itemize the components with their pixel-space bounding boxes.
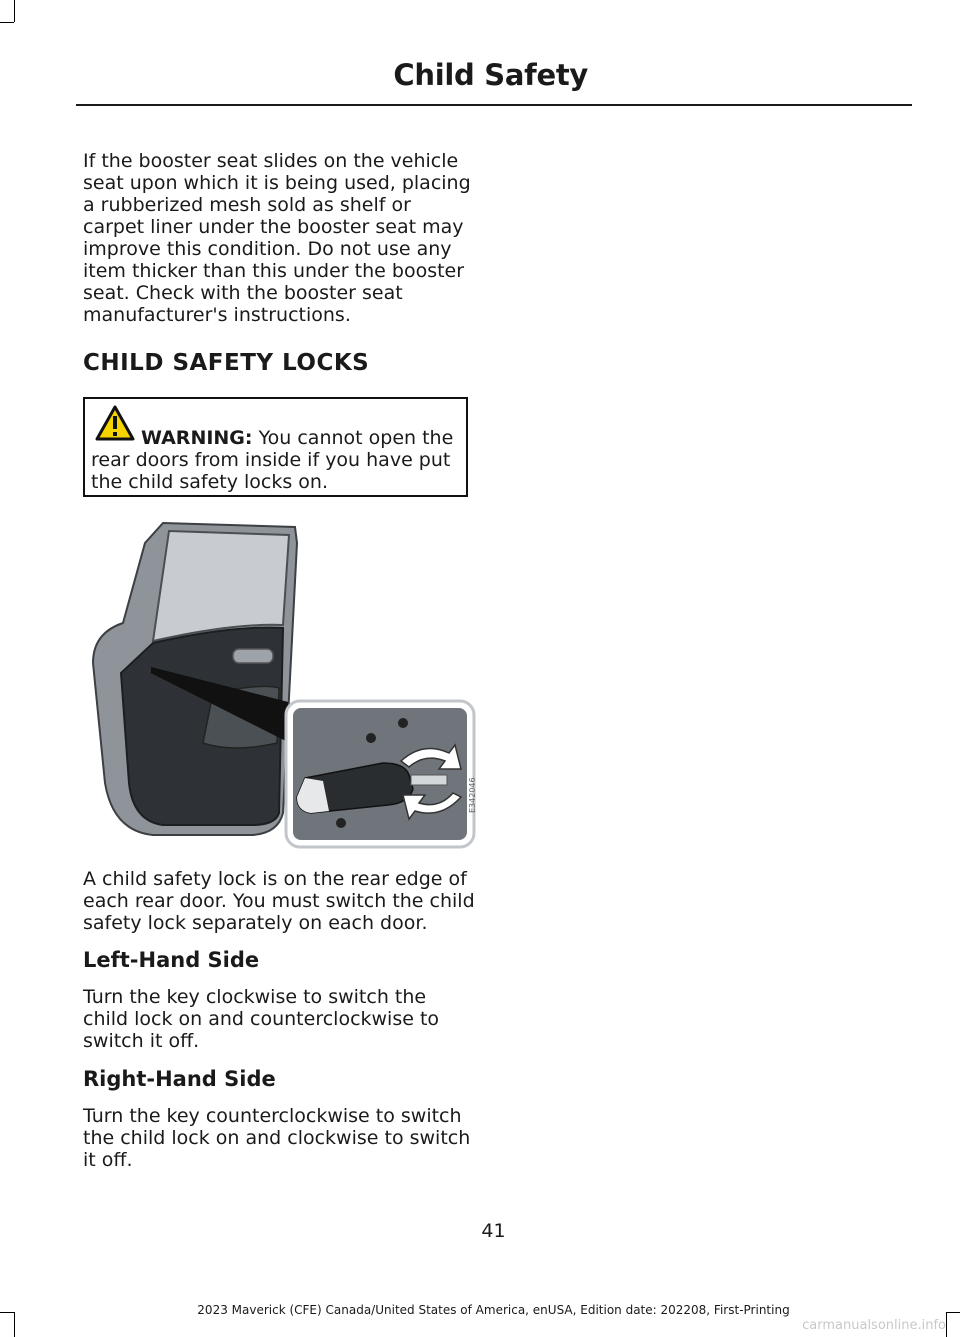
watermark: carmanualsonline.info — [802, 1318, 946, 1333]
section-heading: CHILD SAFETY LOCKS — [83, 350, 370, 376]
door-window — [153, 531, 289, 641]
right-hand-text: Turn the key counterclockwise to switch the child lock on and clockwise to switch it off. — [83, 1105, 471, 1171]
figure-code: E342046 — [468, 777, 477, 813]
warning-text: You cannot open the rear doors from inside if you have put the child safety locks on. — [91, 427, 454, 493]
door-handle — [233, 649, 273, 663]
header-divider — [76, 104, 912, 106]
crop-mark — [14, 0, 15, 22]
left-hand-heading: Left-Hand Side — [83, 948, 260, 972]
warning-label: WARNING: — [141, 427, 253, 449]
warning-box — [83, 397, 468, 497]
child-lock-illustration — [83, 513, 478, 853]
intro-paragraph: If the booster seat slides on the vehicle seat upon which it is being used, placing a rubberized mesh sold as shelf or carpet liner under the booster seat may improve this condition. Do not use any item thicker than this under the booster seat. Check with the booster seat manufacturer's instructions. — [83, 150, 471, 326]
edition-footer: 2023 Maverick (CFE) Canada/United States of America, enUSA, Edition date: 202208, First-Printing — [197, 1303, 790, 1317]
warning-triangle-icon — [95, 405, 135, 441]
crop-mark — [0, 22, 14, 23]
left-hand-text: Turn the key clockwise to switch the child lock on and counterclockwise to switch it off. — [83, 986, 440, 1052]
right-hand-heading: Right-Hand Side — [83, 1067, 276, 1091]
page-number: 41 — [481, 1220, 506, 1242]
page-header-title: Child Safety — [393, 58, 588, 92]
lock-paragraph: A child safety lock is on the rear edge of each rear door. You must switch the child safety lock separately on each door. — [83, 868, 475, 934]
